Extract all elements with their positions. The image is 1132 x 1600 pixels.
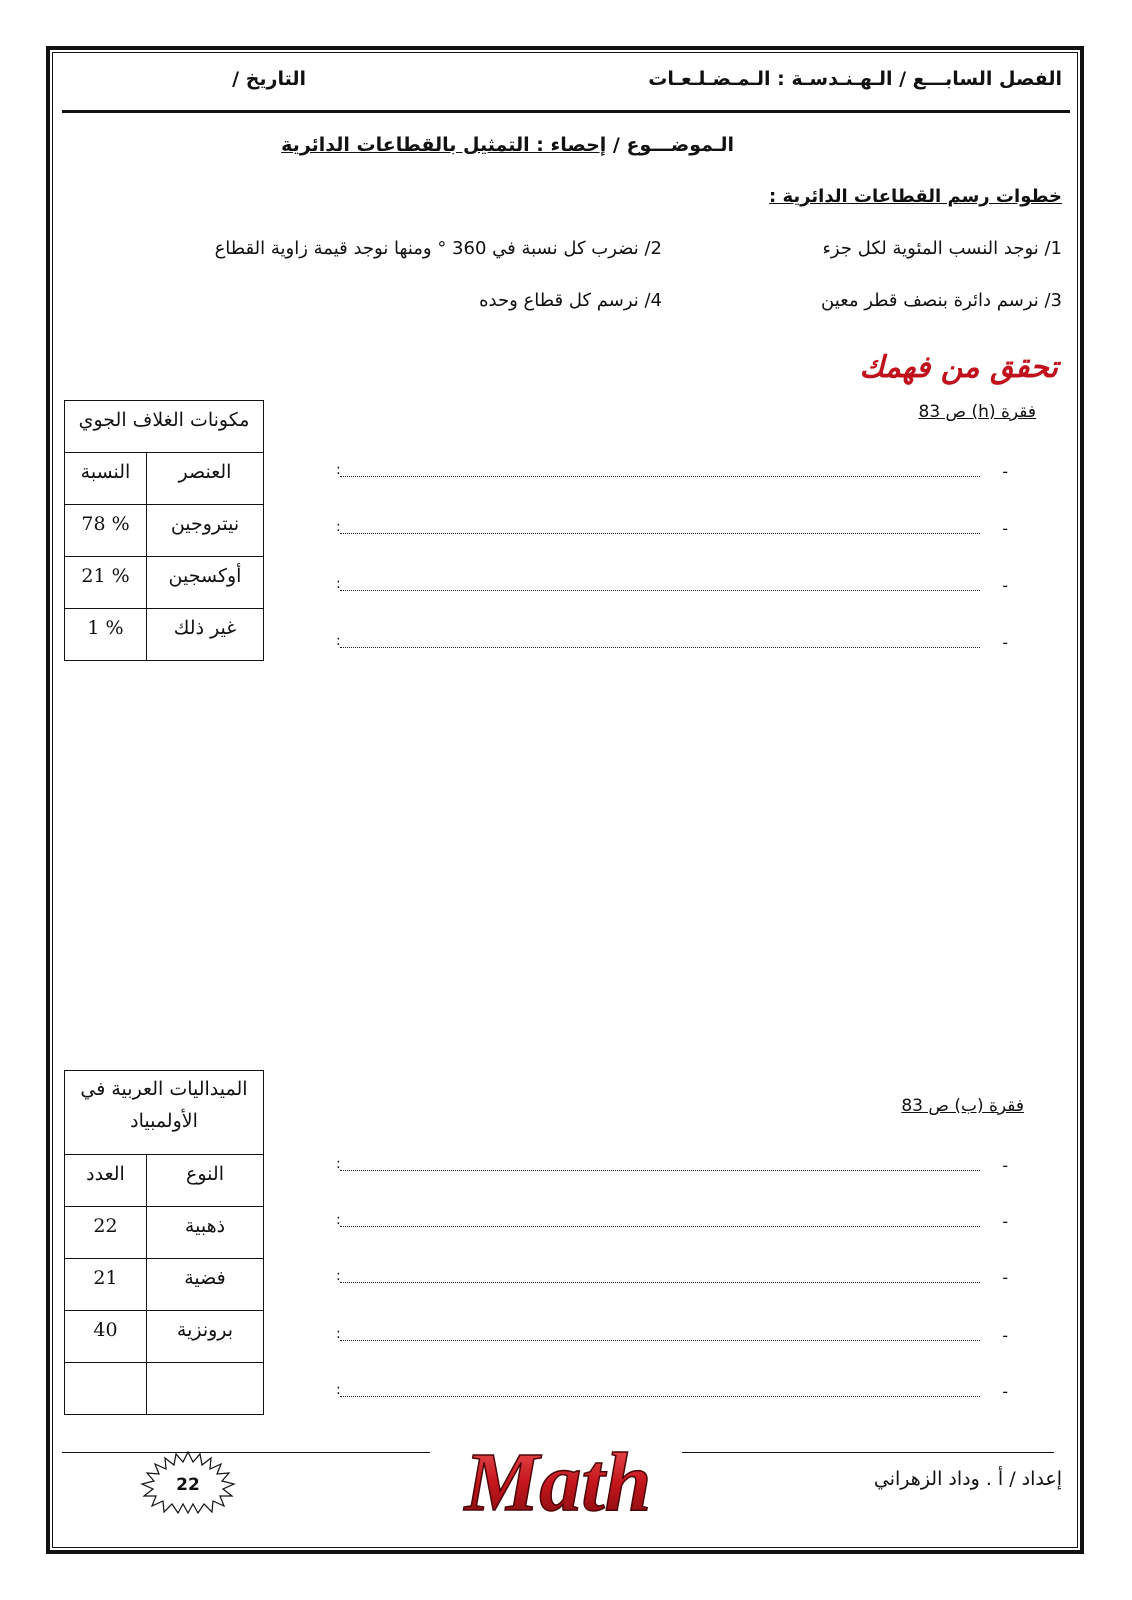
answer-line: - : xyxy=(336,633,1008,652)
topic-line xyxy=(281,134,734,156)
step-1: 1/ نوجد النسب المئوية لكل جزء xyxy=(822,238,1062,259)
table-cell: نيتروجين xyxy=(147,505,264,557)
step-2: 2/ نضرب كل نسبة في 360 ° ومنها نوجد قيمة زاوية القطاع xyxy=(214,238,662,259)
table-cell xyxy=(147,1363,264,1415)
table-cell: غير ذلك xyxy=(147,609,264,661)
table-cell: 22 xyxy=(65,1207,147,1259)
footer-divider-right xyxy=(682,1452,1054,1453)
table-row xyxy=(65,505,264,557)
answer-line: - : xyxy=(336,1156,1008,1175)
table-row xyxy=(65,1311,264,1363)
answer-line: - : xyxy=(336,576,1008,595)
olympic-medals-table xyxy=(64,1070,264,1415)
answer-line: - : xyxy=(336,462,1008,481)
step-4: 4/ نرسم كل قطاع وحده xyxy=(479,290,662,311)
table-cell: ذهبية xyxy=(147,1207,264,1259)
math-logo xyxy=(452,1440,664,1520)
table-header: العدد xyxy=(65,1155,147,1207)
steps-title: خطوات رسم القطاعات الدائرية : xyxy=(769,186,1062,207)
exercise-1-label: فقرة (h) ص 83 xyxy=(918,402,1036,422)
table-title: مكونات الغلاف الجوي xyxy=(65,401,264,453)
table-cell: 40 xyxy=(65,1311,147,1363)
atmosphere-table xyxy=(64,400,264,661)
table-cell: فضية xyxy=(147,1259,264,1311)
check-understanding-heading: تحقق من فهمك xyxy=(859,350,1058,385)
answer-line: - : xyxy=(336,1382,1008,1401)
table-header: النوع xyxy=(147,1155,264,1207)
table-cell: % 1 xyxy=(65,609,147,661)
topic-title: إحصاء : التمثيل بالقطاعات الدائرية xyxy=(281,134,607,156)
table-row xyxy=(65,557,264,609)
author-credit: إعداد / أ . وداد الزهراني xyxy=(873,1468,1062,1490)
table-row xyxy=(65,1363,264,1415)
table-title: الميداليات العربية في الأولمبياد xyxy=(65,1071,264,1155)
table-row xyxy=(65,609,264,661)
table-header: العنصر xyxy=(147,453,264,505)
footer-divider-left xyxy=(62,1452,430,1453)
date-label: التاريخ / xyxy=(232,68,306,90)
table-cell: % 21 xyxy=(65,557,147,609)
table-cell: برونزية xyxy=(147,1311,264,1363)
answer-line: - : xyxy=(336,519,1008,538)
header-divider xyxy=(62,110,1070,113)
table-cell: أوكسجين xyxy=(147,557,264,609)
table-row xyxy=(65,1207,264,1259)
step-3: 3/ نرسم دائرة بنصف قطر معين xyxy=(821,290,1062,311)
topic-label: الـموضـــوع / xyxy=(612,134,734,156)
table-cell: 21 xyxy=(65,1259,147,1311)
page-number: 22 xyxy=(176,1475,200,1495)
chapter-title: الفصل السابـــع / الـهـنـدسـة : الـمـضـلـعـات xyxy=(648,68,1062,90)
answer-line: - : xyxy=(336,1212,1008,1231)
page-number-badge xyxy=(140,1450,236,1514)
answer-line: - : xyxy=(336,1326,1008,1345)
answer-line: - : xyxy=(336,1268,1008,1287)
math-logo-text: Math xyxy=(464,1440,652,1520)
exercise-2-label: فقرة (ب) ص 83 xyxy=(901,1096,1024,1116)
table-cell: % 78 xyxy=(65,505,147,557)
table-row xyxy=(65,1259,264,1311)
table-header: النسبة xyxy=(65,453,147,505)
table-cell xyxy=(65,1363,147,1415)
